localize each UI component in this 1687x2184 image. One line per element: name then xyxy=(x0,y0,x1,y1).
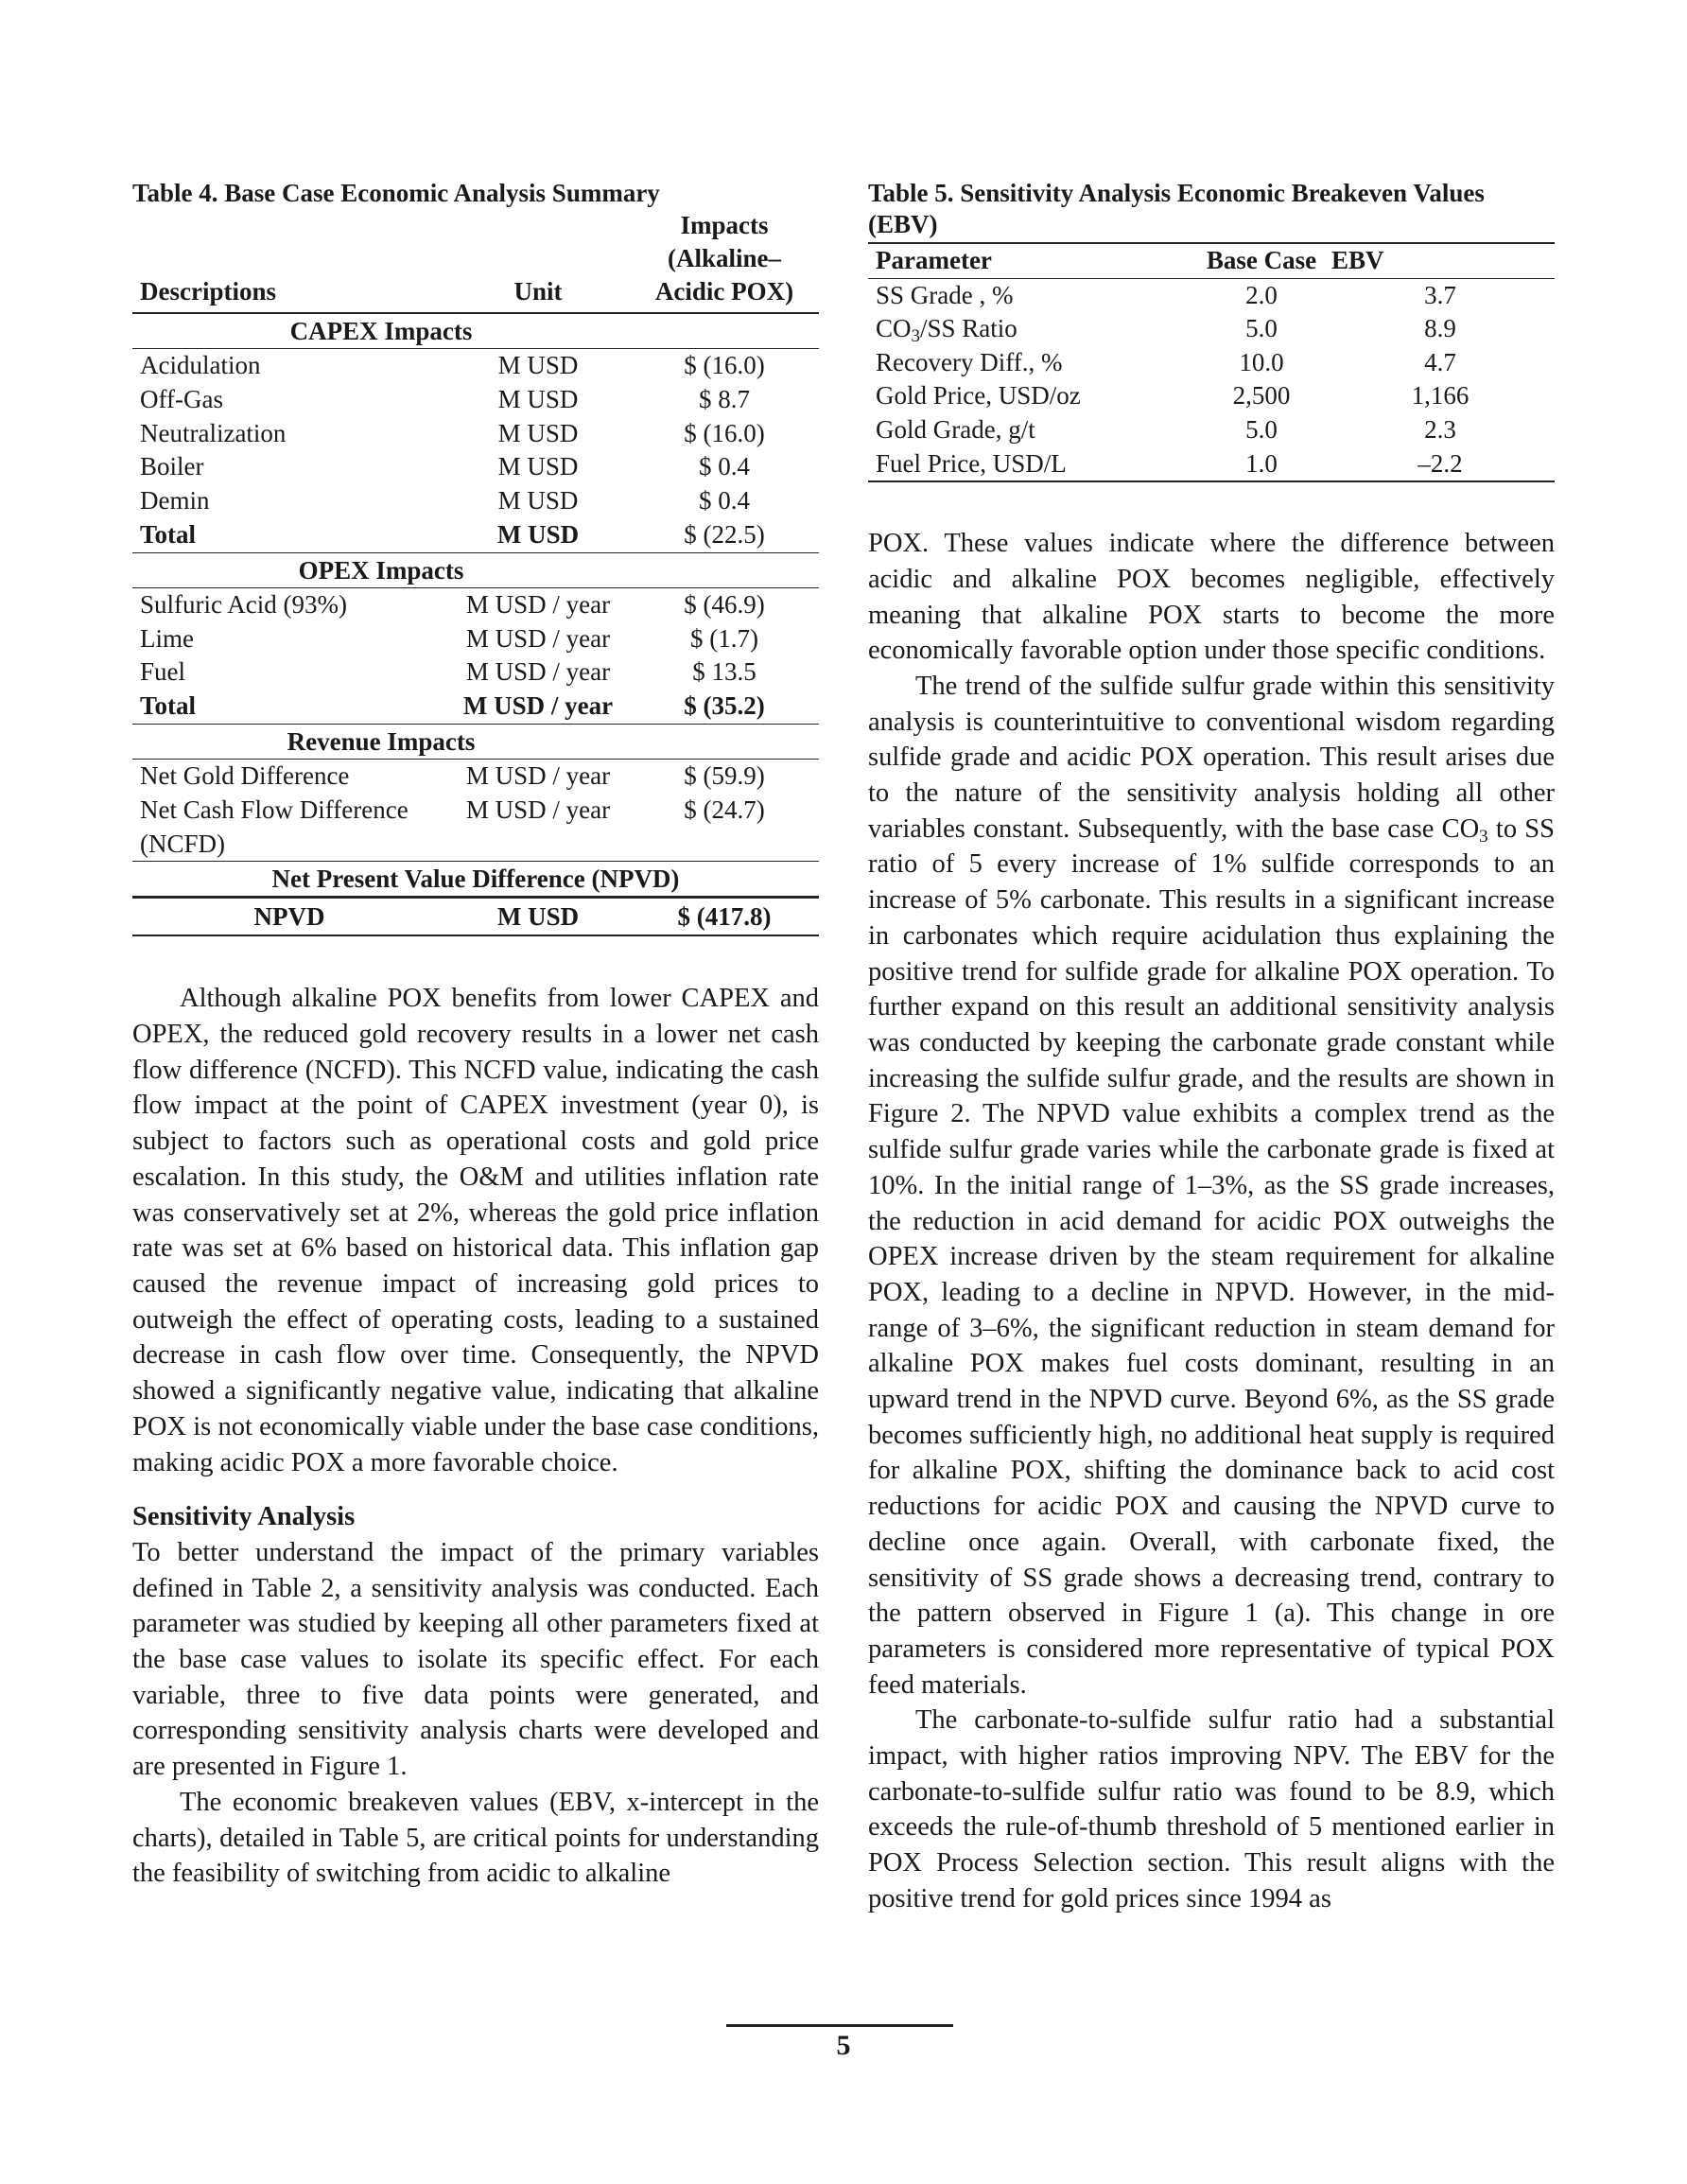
capex-value-cell: $ 8.7 xyxy=(699,384,750,413)
capex-title: CAPEX Impacts xyxy=(132,313,630,349)
table-row xyxy=(132,383,819,417)
ebv-cell: 3.7 xyxy=(1424,280,1456,309)
opex-rows xyxy=(132,587,819,690)
capex-desc-cell: Boiler xyxy=(140,452,204,481)
left-paragraph-3: The economic breakeven values (EBV, x-intercept in the charts), detailed in Table 5, are critical points for understanding the feasibility of switching from acidic to alkaline xyxy=(132,1787,819,1889)
header-impacts-line3: Acidic POX) xyxy=(654,277,794,306)
npvd-unit: M USD xyxy=(446,898,630,936)
header-impacts-line2: (Alkaline– xyxy=(667,244,781,272)
section-heading-sensitivity: Sensitivity Analysis xyxy=(132,1502,356,1532)
table-row xyxy=(132,622,819,656)
opex-total-value: $ (35.2) xyxy=(630,690,819,724)
co3-subscript: 3 xyxy=(1479,826,1488,847)
ncfd-desc-line2: (NCFD) xyxy=(140,829,226,858)
left-column xyxy=(132,178,819,1892)
table-row xyxy=(868,379,1555,413)
right-paragraph-2-part2: to SS ratio of 5 every increase of 1% sulfide corresponds to an increase of 5% carbonate. This results in a significant increase in carbonates which require acidulation thus explaining the positive trend for sulfide grade for alkaline POX operation. To further expand on this result an additional sensitivity analysis was conducted by keeping the carbonate grade constant while increasing the sulfide sulfur grade, and the results are shown in Figure 2. The NPVD value exhibits a complex trend as the sulfide sulfur grade varies while the carbonate grade is fixed at 10%. In the initial range of 1–3%, as the SS grade increases, the reduction in acid demand for acidic POX outweighs the OPEX increase driven by the steam requirement for alkaline POX, leading to a decline in NPVD. However, in the mid-range of 3–6%, the significant reduction in steam demand for alkaline POX makes fuel costs dominant, resulting in an upward trend in the NPVD curve. Beyond 6%, as the SS grade becomes sufficiently high, no additional heat supply is required for alkaline POX, shifting the dominance back to acid cost reductions for acidic POX and causing the NPVD curve to decline once again. Overall, with carbonate fixed, the sensitivity of SS grade shows a decreasing trend, contrary to the pattern observed in Figure 1 (a). This change in ore parameters is considered more representative of typical POX feed materials. xyxy=(868,813,1555,1700)
opex-value-cell: $ (1.7) xyxy=(690,623,758,653)
table-row xyxy=(132,417,819,451)
table-row xyxy=(132,587,819,621)
revenue-unit: M USD / year xyxy=(465,760,611,790)
capex-desc-cell: Neutralization xyxy=(140,418,287,447)
param-cell: Fuel Price, USD/L xyxy=(868,447,1197,482)
capex-unit-cell: M USD xyxy=(497,351,579,379)
capex-desc-cell: Demin xyxy=(140,486,210,515)
capex-desc-cell: Acidulation xyxy=(140,351,261,379)
capex-value-cell: $ (16.0) xyxy=(684,418,765,447)
revenue-section-row xyxy=(132,724,819,759)
param-cell: SS Grade , % xyxy=(876,280,1014,309)
table-row xyxy=(132,484,819,518)
left-paragraph-1: Although alkaline POX benefits from lower CAPEX and OPEX, the reduced gold recovery results in a lower net cash flow difference (NCFD). This NCFD value, indicating the cash flow impact at the point of CAPEX investment (year 0), is subject to factors such as operational costs and gold price escalation. In this study, the O&M and utilities inflation rate was conservatively set at 2%, whereas the gold price inflation rate was set at 6% based on historical data. This inflation gap caused the revenue impact of increasing gold prices to outweigh the effect of operating costs, leading to a sustained decrease in cash flow over time. Consequently, the NPVD showed a significantly negative value, indicating that alkaline POX is not economically viable under the base case conditions, making acidic POX a more favorable choice. xyxy=(132,984,819,1477)
opex-desc-cell: Sulfuric Acid (93%) xyxy=(140,589,347,619)
opex-desc-cell: Lime xyxy=(140,623,194,653)
ncfd-desc xyxy=(132,794,446,862)
opex-unit-cell: M USD / year xyxy=(465,623,611,653)
base-cell: 10.0 xyxy=(1239,347,1284,376)
opex-unit-cell: M USD / year xyxy=(465,657,611,687)
npvd-title: Net Present Value Difference (NPVD) xyxy=(132,862,819,898)
header-impacts-line1: Impacts xyxy=(680,211,769,239)
capex-total-desc: Total xyxy=(132,518,446,552)
opex-title: OPEX Impacts xyxy=(132,552,630,587)
right-column xyxy=(868,178,1555,1917)
ncfd-unit: M USD / year xyxy=(446,794,630,862)
ebv-cell: –2.2 xyxy=(1326,447,1555,482)
header-unit: Unit xyxy=(446,209,630,313)
table-row xyxy=(132,349,819,383)
table4-caption: Table 4. Base Case Economic Analysis Summary xyxy=(132,179,660,207)
header-ebv: EBV xyxy=(1326,243,1555,278)
capex-value-cell: $ (16.0) xyxy=(684,351,765,379)
table-row xyxy=(868,346,1555,380)
param-post: /SS Ratio xyxy=(920,314,1017,343)
table-row xyxy=(868,278,1555,312)
ebv-cell: 4.7 xyxy=(1424,347,1456,376)
ebv-cell: 8.9 xyxy=(1424,314,1456,343)
opex-unit-cell: M USD / year xyxy=(465,589,611,619)
capex-total-value: $ (22.5) xyxy=(630,518,819,552)
opex-total-desc: Total xyxy=(132,690,446,724)
opex-value-cell: $ (46.9) xyxy=(684,589,765,619)
param-cell: Recovery Diff., % xyxy=(876,347,1063,376)
opex-value-cell: $ 13.5 xyxy=(692,657,757,687)
header-impacts xyxy=(630,209,819,313)
capex-total-row xyxy=(132,518,819,552)
param-cell: Gold Price, USD/oz xyxy=(876,381,1081,411)
table-row xyxy=(132,759,819,793)
capex-value-cell: $ 0.4 xyxy=(699,486,750,515)
base-cell: 2,500 xyxy=(1232,381,1291,411)
ncfd-desc-line1: Net Cash Flow Difference xyxy=(140,795,409,824)
table-row xyxy=(132,794,819,862)
left-paragraph-2: To better understand the impact of the primary variables defined in Table 2, a sensitivity analysis was conducted. Each parameter was studied by keeping all other parameters fixed at the base case values to isolate its specific effect. For each variable, three to five data points were generated, and corresponding sensitivity analysis charts were developed and are presented in Figure 1. xyxy=(132,1537,819,1782)
header-parameter: Parameter xyxy=(868,243,1197,278)
ebv-cell: 1,166 xyxy=(1411,381,1470,411)
table5 xyxy=(868,242,1555,482)
table5-caption-line1: Table 5. Sensitivity Analysis Economic Breakeven Values xyxy=(868,179,1485,207)
capex-section-row xyxy=(132,313,819,349)
table-row xyxy=(132,655,819,690)
base-cell: 1.0 xyxy=(1197,447,1326,482)
table4-header-row xyxy=(132,209,819,313)
npvd-row xyxy=(132,898,819,936)
npvd-desc: NPVD xyxy=(132,898,446,936)
opex-total-unit: M USD / year xyxy=(446,690,630,724)
capex-rows xyxy=(132,349,819,518)
revenue-title: Revenue Impacts xyxy=(132,724,630,759)
right-paragraph-1: POX. These values indicate where the difference between acidic and alkaline POX becomes negligible, effectively meaning that alkaline POX starts to become the more economically favorable option under those specific conditions. xyxy=(868,529,1555,666)
ncfd-value: $ (24.7) xyxy=(630,794,819,862)
table-row xyxy=(868,413,1555,447)
table-row xyxy=(868,312,1555,346)
capex-unit-cell: M USD xyxy=(497,418,579,447)
capex-unit-cell: M USD xyxy=(497,486,579,515)
capex-total-unit: M USD xyxy=(446,518,630,552)
param-pre: CO xyxy=(876,314,912,343)
revenue-value: $ (59.9) xyxy=(684,760,765,790)
ebv-cell: 2.3 xyxy=(1424,414,1456,444)
footer-rule xyxy=(726,2024,953,2027)
table5-header-row xyxy=(868,243,1555,278)
header-base-case: Base Case xyxy=(1197,243,1326,278)
opex-desc-cell: Fuel xyxy=(140,657,186,687)
capex-unit-cell: M USD xyxy=(497,384,579,413)
table5-caption-line2: (EBV) xyxy=(868,210,938,238)
right-paragraph-2-part1: The trend of the sulfide sulfur grade within this sensitivity analysis is counterintuitive to conventional wisdom regarding sulfide grade and acidic POX operation. This result arises due to the nature of the sensitivity analysis holding all other variables constant. Subsequently, with the base case CO xyxy=(868,671,1555,844)
page-number: 5 xyxy=(836,2030,851,2061)
right-paragraph-2 xyxy=(868,669,1555,1703)
opex-section-row xyxy=(132,552,819,587)
capex-unit-cell: M USD xyxy=(497,452,579,481)
right-paragraph-3: The carbonate-to-sulfide sulfur ratio had a substantial impact, with higher ratios improving NPV. The EBV for the carbonate-to-sulfide sulfur ratio was found to be 8.9, which exceeds the rule-of-thumb threshold of 5 mentioned earlier in POX Process Selection section. This result aligns with the positive trend for gold prices since 1994 as xyxy=(868,1705,1555,1913)
base-cell: 2.0 xyxy=(1245,280,1278,309)
npvd-value: $ (417.8) xyxy=(630,898,819,936)
header-descriptions: Descriptions xyxy=(132,209,446,313)
opex-total-row xyxy=(132,690,819,724)
param-sub: 3 xyxy=(911,326,921,347)
base-cell: 5.0 xyxy=(1245,414,1278,444)
capex-value-cell: $ 0.4 xyxy=(699,452,750,481)
table4 xyxy=(132,209,819,936)
table-row xyxy=(868,447,1555,482)
capex-desc-cell: Off-Gas xyxy=(140,384,223,413)
npvd-section-row xyxy=(132,862,819,898)
base-cell: 5.0 xyxy=(1245,314,1278,343)
revenue-desc: Net Gold Difference xyxy=(140,760,350,790)
param-cell: Gold Grade, g/t xyxy=(876,414,1035,444)
param-cell xyxy=(868,312,1197,346)
table-row xyxy=(132,450,819,484)
